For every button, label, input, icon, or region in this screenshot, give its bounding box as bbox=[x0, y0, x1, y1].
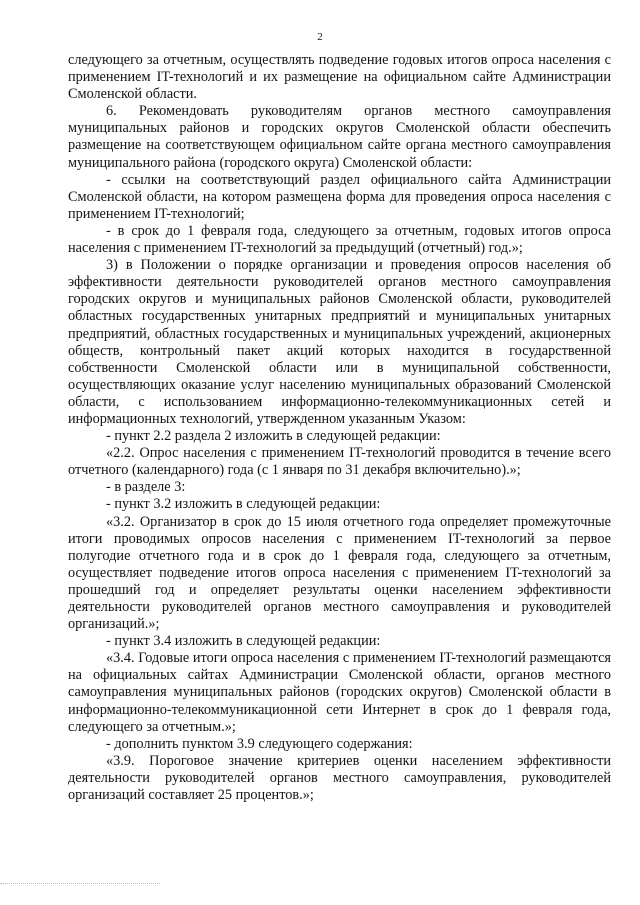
page-number: 2 bbox=[317, 31, 323, 43]
paragraph-point-3-2-quote: «3.2. Организатор в срок до 15 июля отчетного года определяет промежуточные итоги проводимых опросов населения с применением IT-технологий за первое полугодие отчетного года и в срок до 1 февраля года, следующего за отчетным, осуществляет подведение итогов опроса населения с применением IT-технологий за прошедший год и определяет результаты оценки населением эффективности деятельности руководителей органов местного самоуправления и руководителей организаций.»; bbox=[68, 513, 611, 633]
paragraph-item-3-regulation: 3) в Положении о порядке организации и проведения опросов населения об эффективности деятельности руководителей органов местного самоуправления городских округов и муниципальных районов Смоленской области, руководителей областных государственных унитарных предприятий и муниципальных унитарных предприятий, областных государственных и муниципальных учреждений, акционерных обществ, контрольный пакет акций которых находится в государственной собственности Смоленской области или в муниципальной собственности, осуществляющих оказание услуг населению муниципальных образований Смоленской области, с использованием информационно-телекоммуникационных сетей и информационных технологий, утвержденном указанным Указом: bbox=[68, 257, 611, 427]
paragraph-point-3-2-intro: - пункт 3.2 изложить в следующей редакции: bbox=[106, 496, 381, 513]
paragraph-point-2-2-quote: «2.2. Опрос населения с применением IT-технологий проводится в течение всего отчетного (календарного) года (с 1 января по 31 декабря включительно).»; bbox=[68, 445, 611, 479]
paragraph-item-6: 6. Рекомендовать руководителям органов местного самоуправления муниципальных районов и городских округов Смоленской области обеспечить размещение на соответствующем официальном сайте органа местного самоуправления муниципального района (городского округа) Смоленской области: bbox=[68, 103, 611, 171]
document-body bbox=[68, 52, 611, 804]
paragraph-continuation: следующего за отчетным, осуществлять подведение годовых итогов опроса населения с применением IT-технологий и их размещение на официальном сайте Администрации Смоленской области. bbox=[68, 52, 611, 103]
paragraph-point-3-9-intro: - дополнить пунктом 3.9 следующего содержания: bbox=[106, 735, 413, 752]
paragraph-point-3-4-quote: «3.4. Годовые итоги опроса населения с применением IT-технологий размещаются на официальных сайтах Администрации Смоленской области, органов местного самоуправления муниципальных районов (городских округов) Смоленской области в информационно-телекоммуникационной сети Интернет в срок до 1 февраля года, следующего за отчетным.»; bbox=[68, 650, 611, 735]
paragraph-bullet-deadline: - в срок до 1 февраля года, следующего за отчетным, годовых итогов опроса населения с применением IT-технологий за предыдущий (отчетный) год.»; bbox=[68, 222, 611, 257]
paragraph-bullet-links: - ссылки на соответствующий раздел официального сайта Администрации Смоленской области, на котором размещена форма для проведения опроса населения с применением IT-технологий; bbox=[68, 171, 611, 222]
paragraph-point-3-4-intro: - пункт 3.4 изложить в следующей редакции: bbox=[106, 633, 381, 650]
paragraph-point-2-2-intro: - пункт 2.2 раздела 2 изложить в следующей редакции: bbox=[106, 428, 441, 445]
paragraph-section-3-intro: - в разделе 3: bbox=[106, 479, 186, 496]
footer-rule bbox=[0, 883, 160, 884]
paragraph-point-3-9-quote: «3.9. Пороговое значение критериев оценки населением эффективности деятельности руководителей органов местного самоуправления, руководителей организаций составляет 25 процентов.»; bbox=[68, 752, 611, 804]
